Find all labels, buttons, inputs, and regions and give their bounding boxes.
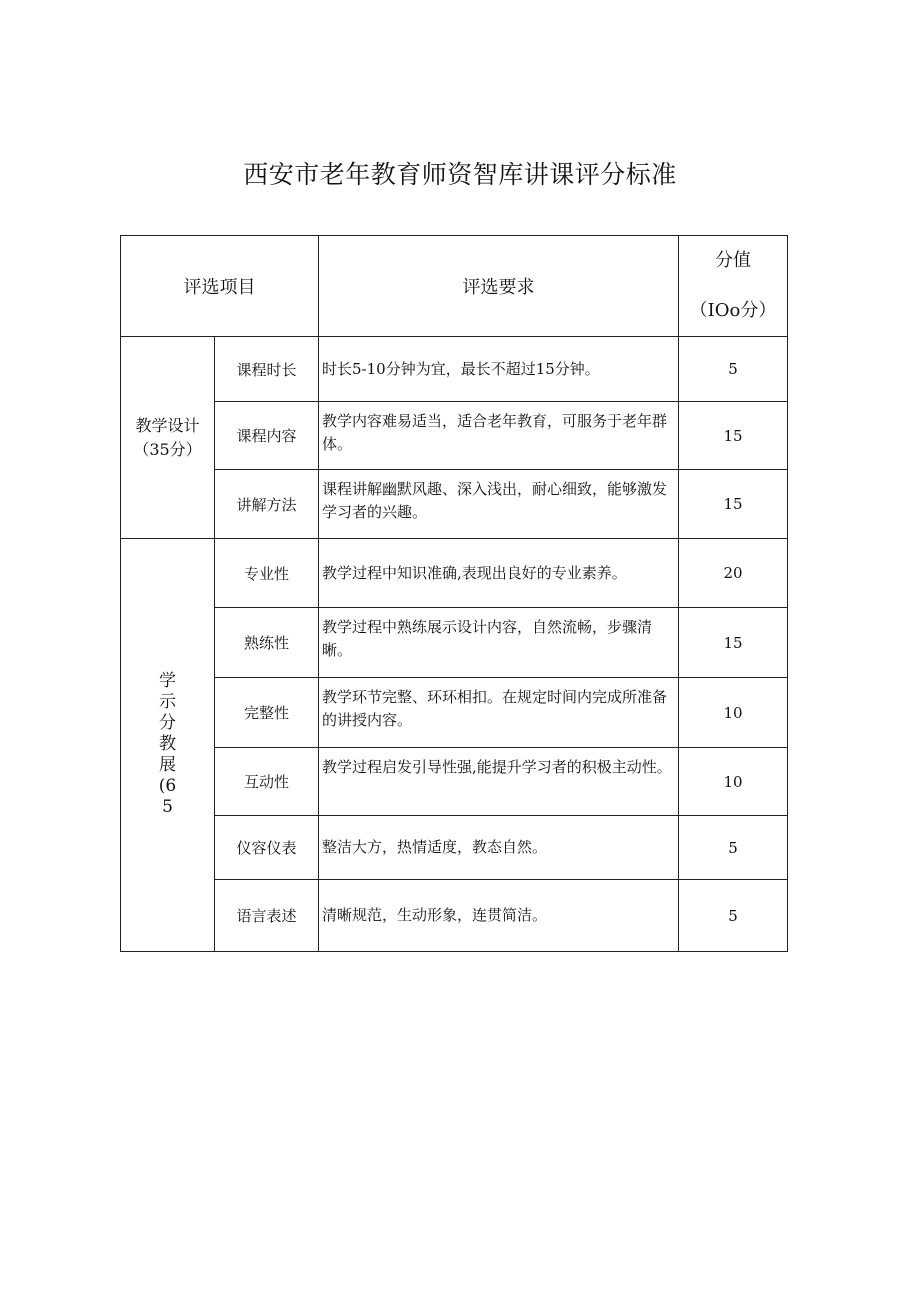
table-row	[121, 678, 788, 748]
sub-item: 课程时长	[215, 337, 319, 402]
requirement-cell: 教学过程中知识准确,表现出良好的专业素养。	[319, 539, 679, 608]
score-cell: 5	[679, 816, 788, 880]
score-cell: 20	[679, 539, 788, 608]
score-cell: 10	[679, 678, 788, 748]
scoring-table	[120, 235, 788, 952]
table-row	[121, 470, 788, 539]
requirement-cell: 整洁大方，热情适度，教态自然。	[319, 816, 679, 880]
table-row	[121, 816, 788, 880]
requirement-cell: 教学过程中熟练展示设计内容，自然流畅，步骤清晰。	[319, 608, 679, 678]
sub-item: 语言表述	[215, 880, 319, 952]
score-cell: 15	[679, 402, 788, 470]
sub-item: 课程内容	[215, 402, 319, 470]
header-score	[679, 236, 788, 337]
table-row	[121, 880, 788, 952]
requirement-cell: 课程讲解幽默风趣、深入浅出，耐心细致，能够激发学习者的兴趣。	[319, 470, 679, 539]
table-row	[121, 539, 788, 608]
category-teaching-display	[121, 539, 215, 952]
sub-item: 完整性	[215, 678, 319, 748]
score-cell: 10	[679, 748, 788, 816]
category-label: 学示分教展(65	[158, 671, 177, 817]
requirement-cell: 教学内容难易适当，适合老年教育，可服务于老年群体。	[319, 402, 679, 470]
header-score-total: （IOo分）	[689, 300, 777, 321]
sub-item: 专业性	[215, 539, 319, 608]
score-cell: 15	[679, 608, 788, 678]
table-row	[121, 402, 788, 470]
category-label: 教学设计	[135, 415, 200, 435]
table-row	[121, 337, 788, 402]
requirement-cell: 时长5-10分钟为宜，最长不超过15分钟。	[319, 337, 679, 402]
header-row	[121, 236, 788, 337]
sub-item: 熟练性	[215, 608, 319, 678]
score-cell: 5	[679, 337, 788, 402]
score-cell: 5	[679, 880, 788, 952]
category-sub-label: （35分）	[133, 439, 202, 459]
score-cell: 15	[679, 470, 788, 539]
page-title: 西安市老年教育师资智库讲课评分标准	[243, 160, 677, 189]
requirement-cell: 教学过程启发引导性强,能提升学习者的积极主动性。	[319, 748, 679, 816]
sub-item: 互动性	[215, 748, 319, 816]
table-row	[121, 748, 788, 816]
requirement-cell: 教学环节完整、环环相扣。在规定时间内完成所准备的讲授内容。	[319, 678, 679, 748]
requirement-cell: 清晰规范，生动形象，连贯简洁。	[319, 880, 679, 952]
header-requirement: 评选要求	[319, 236, 679, 337]
header-score-label: 分值	[715, 250, 751, 271]
sub-item: 讲解方法	[215, 470, 319, 539]
category-teaching-design	[121, 337, 215, 539]
header-item: 评选项目	[121, 236, 319, 337]
sub-item: 仪容仪表	[215, 816, 319, 880]
table-row	[121, 608, 788, 678]
